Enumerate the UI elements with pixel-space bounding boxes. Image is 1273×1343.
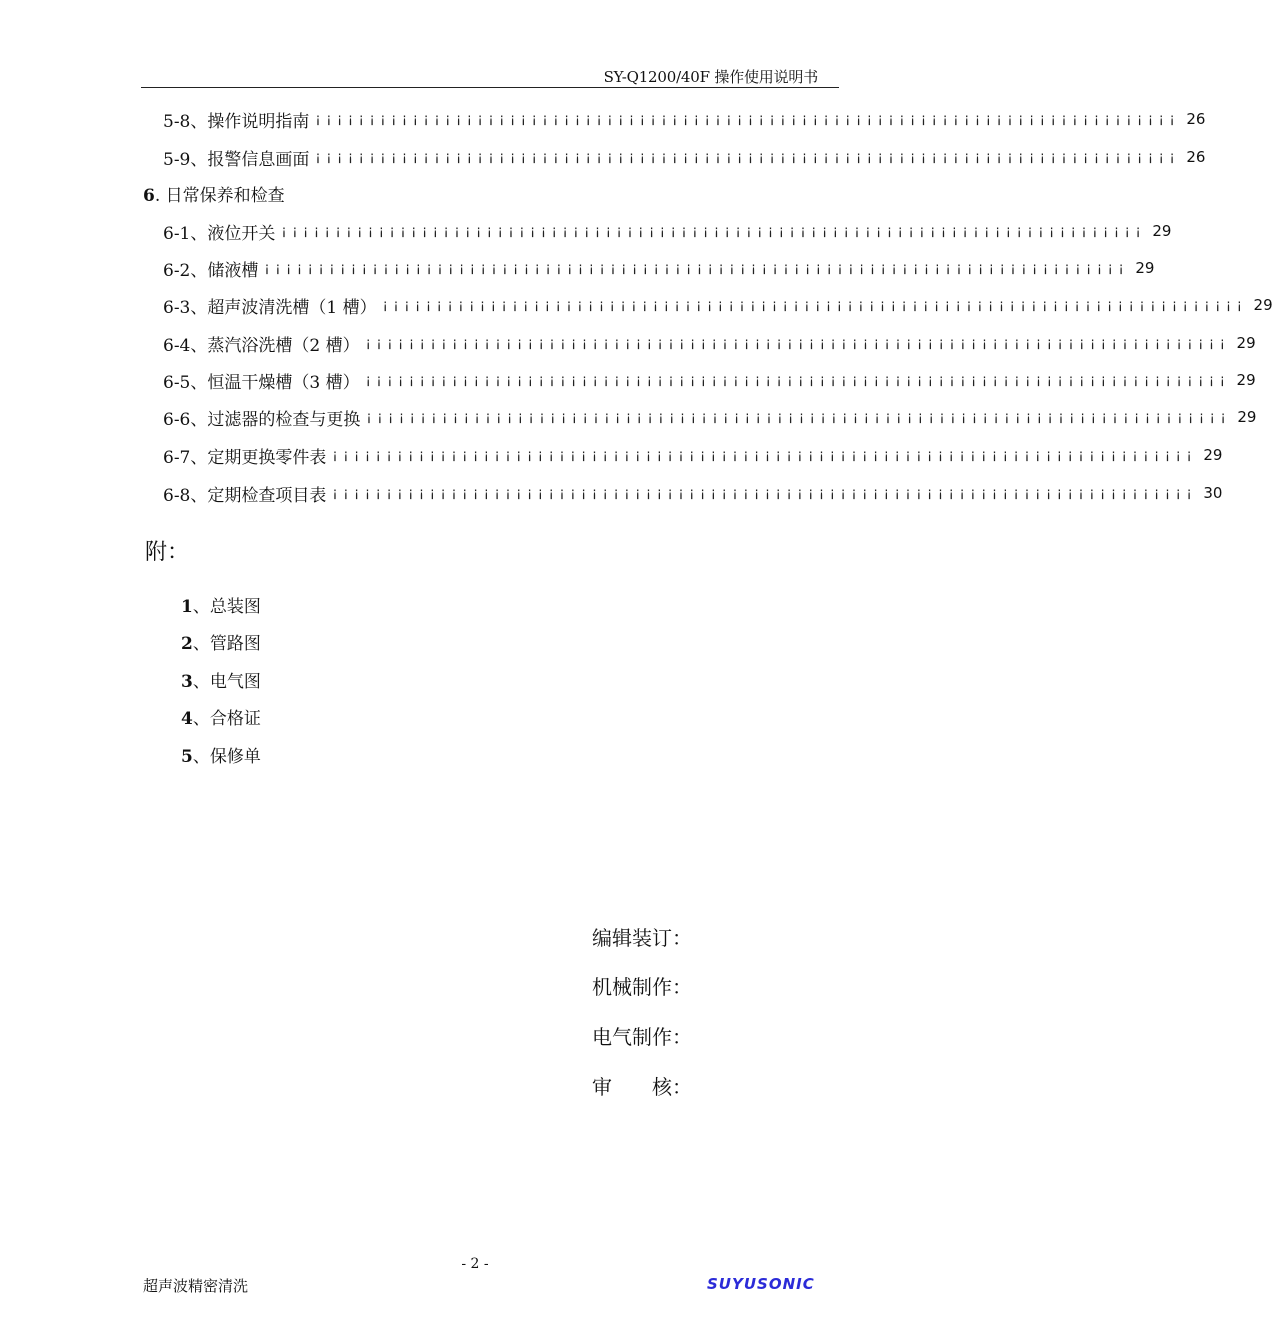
footer-left-text: 超声波精密清洗 bbox=[143, 1277, 249, 1295]
toc-dot-leader: ¡¡¡¡¡¡¡¡¡¡¡¡¡¡¡¡¡¡¡¡¡¡¡¡¡¡¡¡¡¡¡¡¡¡¡¡¡¡¡¡¡¡¡¡¡¡¡¡¡¡¡¡¡¡¡¡¡¡¡¡¡¡¡¡¡¡¡¡¡¡¡¡¡¡¡¡¡¡¡¡ bbox=[315, 111, 1181, 127]
toc-dot-leader: ¡¡¡¡¡¡¡¡¡¡¡¡¡¡¡¡¡¡¡¡¡¡¡¡¡¡¡¡¡¡¡¡¡¡¡¡¡¡¡¡¡¡¡¡¡¡¡¡¡¡¡¡¡¡¡¡¡¡¡¡¡¡¡¡¡¡¡¡¡¡¡¡¡¡¡¡¡¡¡¡ bbox=[264, 260, 1130, 276]
toc-entry-label: 6-4、蒸汽浴洗槽（2 槽） bbox=[163, 335, 360, 356]
toc-entry-page: 29 bbox=[1135, 259, 1155, 277]
appendix-item-text: 、合格证 bbox=[192, 709, 261, 729]
signoff-binding: 编辑装订： bbox=[592, 926, 692, 950]
toc-entry bbox=[163, 219, 1172, 244]
toc-entry bbox=[163, 145, 1206, 170]
header-rule bbox=[141, 87, 839, 88]
toc-entry-page: 26 bbox=[1186, 110, 1206, 128]
toc-dot-leader: ¡¡¡¡¡¡¡¡¡¡¡¡¡¡¡¡¡¡¡¡¡¡¡¡¡¡¡¡¡¡¡¡¡¡¡¡¡¡¡¡¡¡¡¡¡¡¡¡¡¡¡¡¡¡¡¡¡¡¡¡¡¡¡¡¡¡¡¡¡¡¡¡¡¡¡¡¡¡¡¡ bbox=[332, 485, 1198, 501]
toc-entry bbox=[163, 368, 1256, 393]
page-header-title: SY-Q1200/40F 操作使用说明书 bbox=[603, 68, 818, 86]
toc-entry-page: 29 bbox=[1253, 296, 1273, 314]
toc-dot-leader: ¡¡¡¡¡¡¡¡¡¡¡¡¡¡¡¡¡¡¡¡¡¡¡¡¡¡¡¡¡¡¡¡¡¡¡¡¡¡¡¡¡¡¡¡¡¡¡¡¡¡¡¡¡¡¡¡¡¡¡¡¡¡¡¡¡¡¡¡¡¡¡¡¡¡¡¡¡¡¡¡ bbox=[315, 149, 1181, 165]
toc-entry-label: 6-3、超声波清洗槽（1 槽） bbox=[163, 297, 377, 318]
toc-entry-label: 5-9、报警信息画面 bbox=[163, 149, 310, 170]
appendix-item-number: 4 bbox=[181, 709, 193, 729]
footer-brand: SUYUSONIC bbox=[707, 1275, 815, 1293]
toc-entry-label: 6-1、液位开关 bbox=[163, 223, 276, 244]
signoff-mechanical: 机械制作： bbox=[592, 975, 692, 999]
appendix-item-number: 2 bbox=[181, 634, 193, 654]
toc-entry-page: 30 bbox=[1203, 484, 1223, 502]
toc-entry-page: 26 bbox=[1186, 148, 1206, 166]
appendix-item bbox=[181, 629, 261, 654]
toc-dot-leader: ¡¡¡¡¡¡¡¡¡¡¡¡¡¡¡¡¡¡¡¡¡¡¡¡¡¡¡¡¡¡¡¡¡¡¡¡¡¡¡¡¡¡¡¡¡¡¡¡¡¡¡¡¡¡¡¡¡¡¡¡¡¡¡¡¡¡¡¡¡¡¡¡¡¡¡¡¡¡¡¡ bbox=[382, 297, 1248, 313]
toc-entry-page: 29 bbox=[1236, 334, 1256, 352]
appendix-title: 附： bbox=[145, 540, 190, 565]
appendix-item bbox=[181, 667, 261, 692]
toc-entry bbox=[163, 293, 1273, 318]
toc-entry-page: 29 bbox=[1236, 371, 1256, 389]
appendix-item bbox=[181, 704, 261, 729]
toc-section-heading bbox=[143, 181, 285, 206]
section-number: 6 bbox=[143, 186, 155, 206]
toc-entry bbox=[163, 107, 1206, 132]
appendix-item-text: 、电气图 bbox=[192, 672, 261, 692]
toc-entry-label: 6-6、过滤器的检查与更换 bbox=[163, 409, 361, 430]
appendix-item-text: 、管路图 bbox=[192, 634, 261, 654]
appendix-item-text: 、保修单 bbox=[192, 747, 261, 767]
appendix-item-number: 5 bbox=[181, 747, 193, 767]
toc-entry-label: 6-2、储液槽 bbox=[163, 260, 259, 281]
appendix-item bbox=[181, 592, 261, 617]
toc-entry-label: 6-5、恒温干燥槽（3 槽） bbox=[163, 372, 360, 393]
toc-entry bbox=[163, 481, 1223, 506]
signoff-electrical: 电气制作： bbox=[592, 1025, 692, 1049]
toc-entry bbox=[163, 256, 1155, 281]
appendix-item-number: 3 bbox=[181, 672, 193, 692]
toc-dot-leader: ¡¡¡¡¡¡¡¡¡¡¡¡¡¡¡¡¡¡¡¡¡¡¡¡¡¡¡¡¡¡¡¡¡¡¡¡¡¡¡¡¡¡¡¡¡¡¡¡¡¡¡¡¡¡¡¡¡¡¡¡¡¡¡¡¡¡¡¡¡¡¡¡¡¡¡¡¡¡¡¡ bbox=[365, 335, 1231, 351]
section-title: . 日常保养和检查 bbox=[154, 186, 285, 206]
appendix-item-text: 、总装图 bbox=[192, 597, 261, 617]
toc-entry bbox=[163, 443, 1223, 468]
appendix-item-number: 1 bbox=[181, 597, 193, 617]
toc-entry bbox=[163, 331, 1256, 356]
toc-entry-label: 6-7、定期更换零件表 bbox=[163, 447, 327, 468]
appendix-item bbox=[181, 742, 261, 767]
toc-entry bbox=[163, 405, 1257, 430]
toc-entry-page: 29 bbox=[1237, 408, 1257, 426]
toc-entry-label: 5-8、操作说明指南 bbox=[163, 111, 310, 132]
toc-dot-leader: ¡¡¡¡¡¡¡¡¡¡¡¡¡¡¡¡¡¡¡¡¡¡¡¡¡¡¡¡¡¡¡¡¡¡¡¡¡¡¡¡¡¡¡¡¡¡¡¡¡¡¡¡¡¡¡¡¡¡¡¡¡¡¡¡¡¡¡¡¡¡¡¡¡¡¡¡¡¡¡¡ bbox=[281, 223, 1147, 239]
toc-dot-leader: ¡¡¡¡¡¡¡¡¡¡¡¡¡¡¡¡¡¡¡¡¡¡¡¡¡¡¡¡¡¡¡¡¡¡¡¡¡¡¡¡¡¡¡¡¡¡¡¡¡¡¡¡¡¡¡¡¡¡¡¡¡¡¡¡¡¡¡¡¡¡¡¡¡¡¡¡¡¡¡¡ bbox=[365, 372, 1231, 388]
toc-entry-page: 29 bbox=[1152, 222, 1172, 240]
page-number: - 2 - bbox=[461, 1256, 489, 1272]
toc-dot-leader: ¡¡¡¡¡¡¡¡¡¡¡¡¡¡¡¡¡¡¡¡¡¡¡¡¡¡¡¡¡¡¡¡¡¡¡¡¡¡¡¡¡¡¡¡¡¡¡¡¡¡¡¡¡¡¡¡¡¡¡¡¡¡¡¡¡¡¡¡¡¡¡¡¡¡¡¡¡¡¡¡ bbox=[366, 409, 1232, 425]
toc-dot-leader: ¡¡¡¡¡¡¡¡¡¡¡¡¡¡¡¡¡¡¡¡¡¡¡¡¡¡¡¡¡¡¡¡¡¡¡¡¡¡¡¡¡¡¡¡¡¡¡¡¡¡¡¡¡¡¡¡¡¡¡¡¡¡¡¡¡¡¡¡¡¡¡¡¡¡¡¡¡¡¡¡ bbox=[332, 447, 1198, 463]
signoff-review: 审 核： bbox=[592, 1075, 692, 1099]
toc-entry-page: 29 bbox=[1203, 446, 1223, 464]
toc-entry-label: 6-8、定期检查项目表 bbox=[163, 485, 327, 506]
